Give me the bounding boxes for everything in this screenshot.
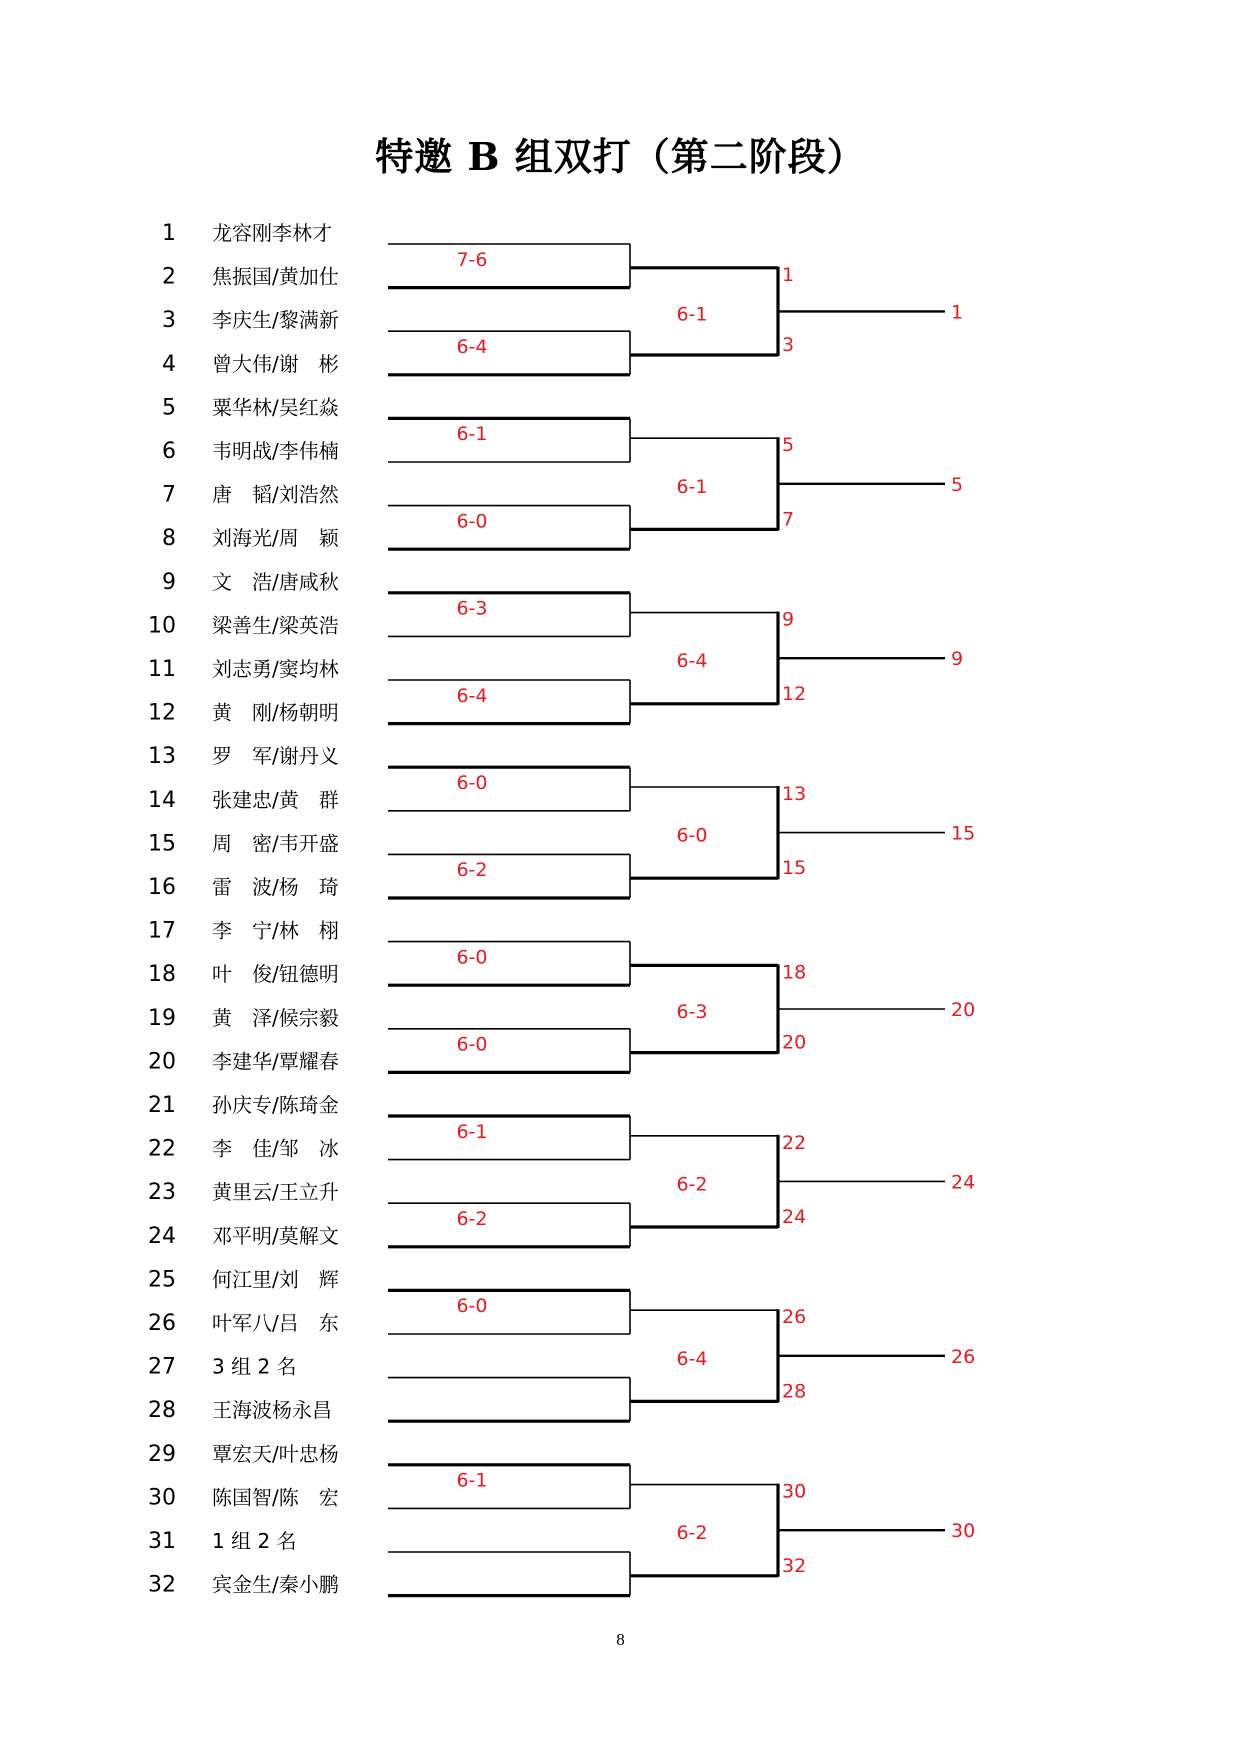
player-pair-name: 刘海光/周 颖 — [212, 526, 339, 551]
round2-score: 6-4 — [676, 1347, 708, 1370]
player-pair-name: 刘志勇/窦均林 — [212, 657, 339, 681]
seed-number: 17 — [148, 918, 176, 944]
page-number: 8 — [616, 1630, 625, 1649]
seed-number: 15 — [148, 831, 176, 857]
seed-number: 13 — [148, 744, 176, 770]
final-winner-label: 9 — [951, 648, 964, 671]
player-pair-name: 叶 俊/钮德明 — [212, 962, 339, 987]
seed-number: 29 — [148, 1441, 176, 1467]
player-pair-name: 黄 泽/候宗毅 — [212, 1005, 339, 1030]
round2-score: 6-2 — [676, 1173, 708, 1196]
round2-score: 6-1 — [676, 475, 708, 498]
seed-number: 14 — [148, 787, 176, 813]
player-pair-name: 曾大伟/谢 彬 — [212, 351, 339, 376]
seed-number: 21 — [148, 1093, 176, 1118]
round1-score: 7-6 — [456, 248, 488, 271]
seed-number: 16 — [148, 875, 176, 900]
round1-score: 6-0 — [456, 1295, 488, 1318]
round2-entrant-label: 7 — [782, 508, 795, 531]
final-winner-label: 30 — [951, 1520, 976, 1543]
player-pair-name: 李 宁/林 栩 — [212, 918, 339, 943]
seed-number: 3 — [162, 308, 176, 334]
player-pair-name: 王海波杨永昌 — [212, 1398, 332, 1423]
round2-entrant-label: 15 — [782, 857, 807, 880]
player-pair-name: 韦明战/李伟楠 — [212, 439, 339, 463]
player-pair-name: 张建忠/黄 群 — [212, 787, 339, 812]
round1-score: 6-1 — [456, 1120, 488, 1143]
round2-score: 6-2 — [676, 1522, 708, 1545]
round2-score: 6-3 — [676, 1001, 708, 1023]
player-pair-name: 罗 军/谢丹义 — [212, 744, 339, 769]
round2-entrant-label: 24 — [782, 1206, 807, 1228]
round1-score: 6-4 — [456, 336, 488, 358]
seed-number: 5 — [162, 395, 176, 421]
round2-entrant-label: 3 — [782, 334, 795, 356]
seed-number: 25 — [148, 1267, 176, 1293]
player-pair-name: 雷 波/杨 琦 — [212, 875, 339, 899]
final-winner-label: 26 — [951, 1345, 976, 1368]
round2-entrant-label: 20 — [782, 1031, 807, 1054]
seed-number: 8 — [162, 526, 176, 552]
player-pair-name: 唐 韬/刘浩然 — [212, 482, 339, 507]
round1-score: 6-0 — [456, 772, 488, 794]
seed-number: 2 — [162, 264, 176, 290]
round1-score: 6-2 — [456, 859, 488, 882]
seed-number: 7 — [162, 482, 176, 508]
player-pair-name: 周 密/韦开盛 — [212, 831, 339, 856]
round2-entrant-label: 22 — [782, 1131, 807, 1154]
round1-score: 6-0 — [456, 1033, 488, 1056]
seed-number: 23 — [148, 1180, 176, 1206]
round2-score: 6-1 — [676, 303, 708, 326]
round1-score: 6-4 — [456, 684, 488, 707]
round2-score: 6-4 — [676, 650, 708, 673]
player-pair-name: 粟华林/吴红焱 — [212, 395, 339, 420]
seed-number: 18 — [148, 962, 176, 988]
final-winner-label: 20 — [951, 999, 976, 1021]
seed-number: 32 — [148, 1572, 176, 1598]
round1-score: 6-0 — [456, 946, 488, 969]
round2-entrant-label: 9 — [782, 608, 795, 631]
round1-score: 6-1 — [456, 1469, 488, 1492]
player-pair-name: 宾金生/秦小鹏 — [212, 1572, 339, 1597]
seed-number: 27 — [148, 1354, 176, 1380]
seed-number: 10 — [148, 613, 176, 639]
player-pair-name: 孙庆专/陈琦金 — [212, 1093, 339, 1117]
seed-number: 20 — [148, 1049, 176, 1075]
round2-entrant-label: 30 — [782, 1480, 807, 1503]
seed-number: 6 — [162, 439, 176, 464]
seed-number: 26 — [148, 1311, 176, 1336]
player-pair-name: 3 组 2 名 — [212, 1354, 297, 1379]
seed-number: 12 — [148, 700, 176, 726]
round1-score: 6-0 — [456, 510, 488, 533]
round2-entrant-label: 5 — [782, 434, 795, 457]
player-pair-name: 邓平明/莫解文 — [212, 1223, 339, 1248]
player-pair-name: 李 佳/邹 冰 — [212, 1136, 339, 1161]
seed-number: 28 — [148, 1398, 176, 1424]
round2-entrant-label: 18 — [782, 961, 807, 984]
player-pair-name: 龙容刚李林才 — [212, 221, 332, 245]
player-pair-name: 梁善生/梁英浩 — [212, 613, 339, 638]
round1-score: 6-1 — [456, 423, 488, 446]
player-pair-name: 覃宏天/叶忠杨 — [212, 1441, 339, 1466]
final-winner-label: 5 — [951, 473, 964, 496]
round2-entrant-label: 26 — [782, 1306, 807, 1329]
seed-number: 30 — [148, 1485, 176, 1511]
seed-number: 19 — [148, 1005, 176, 1031]
player-pair-name: 文 浩/唐咸秋 — [212, 569, 339, 594]
player-pair-name: 陈国智/陈 宏 — [212, 1485, 339, 1510]
round2-entrant-label: 1 — [782, 263, 795, 286]
page-title: 特邀 B 组双打（第二阶段） — [375, 134, 866, 179]
player-pair-name: 1 组 2 名 — [212, 1529, 297, 1553]
player-pair-name: 黄 刚/杨朝明 — [212, 700, 339, 725]
player-pair-name: 焦振国/黄加仕 — [212, 264, 339, 289]
player-pair-name: 叶军八/吕 东 — [212, 1311, 339, 1335]
player-pair-name: 何江里/刘 辉 — [212, 1267, 339, 1292]
player-pair-name: 黄里云/王立升 — [212, 1180, 339, 1205]
seed-number: 31 — [148, 1529, 176, 1554]
player-pair-name: 李庆生/黎满新 — [212, 308, 339, 333]
round1-score: 6-2 — [456, 1208, 488, 1230]
round2-entrant-label: 13 — [782, 783, 807, 805]
seed-number: 11 — [148, 657, 176, 682]
round2-entrant-label: 12 — [782, 682, 807, 705]
round1-score: 6-3 — [456, 597, 488, 620]
final-winner-label: 15 — [951, 822, 976, 845]
seed-number: 4 — [162, 351, 176, 377]
seed-number: 9 — [162, 569, 176, 595]
round2-entrant-label: 28 — [782, 1380, 807, 1403]
final-winner-label: 24 — [951, 1171, 976, 1194]
seed-number: 1 — [162, 221, 176, 246]
round2-score: 6-0 — [676, 824, 708, 847]
round2-entrant-label: 32 — [782, 1554, 807, 1577]
seed-number: 22 — [148, 1136, 176, 1162]
seed-number: 24 — [148, 1223, 176, 1249]
final-winner-label: 1 — [951, 301, 964, 324]
player-pair-name: 李建华/覃耀春 — [212, 1049, 339, 1074]
